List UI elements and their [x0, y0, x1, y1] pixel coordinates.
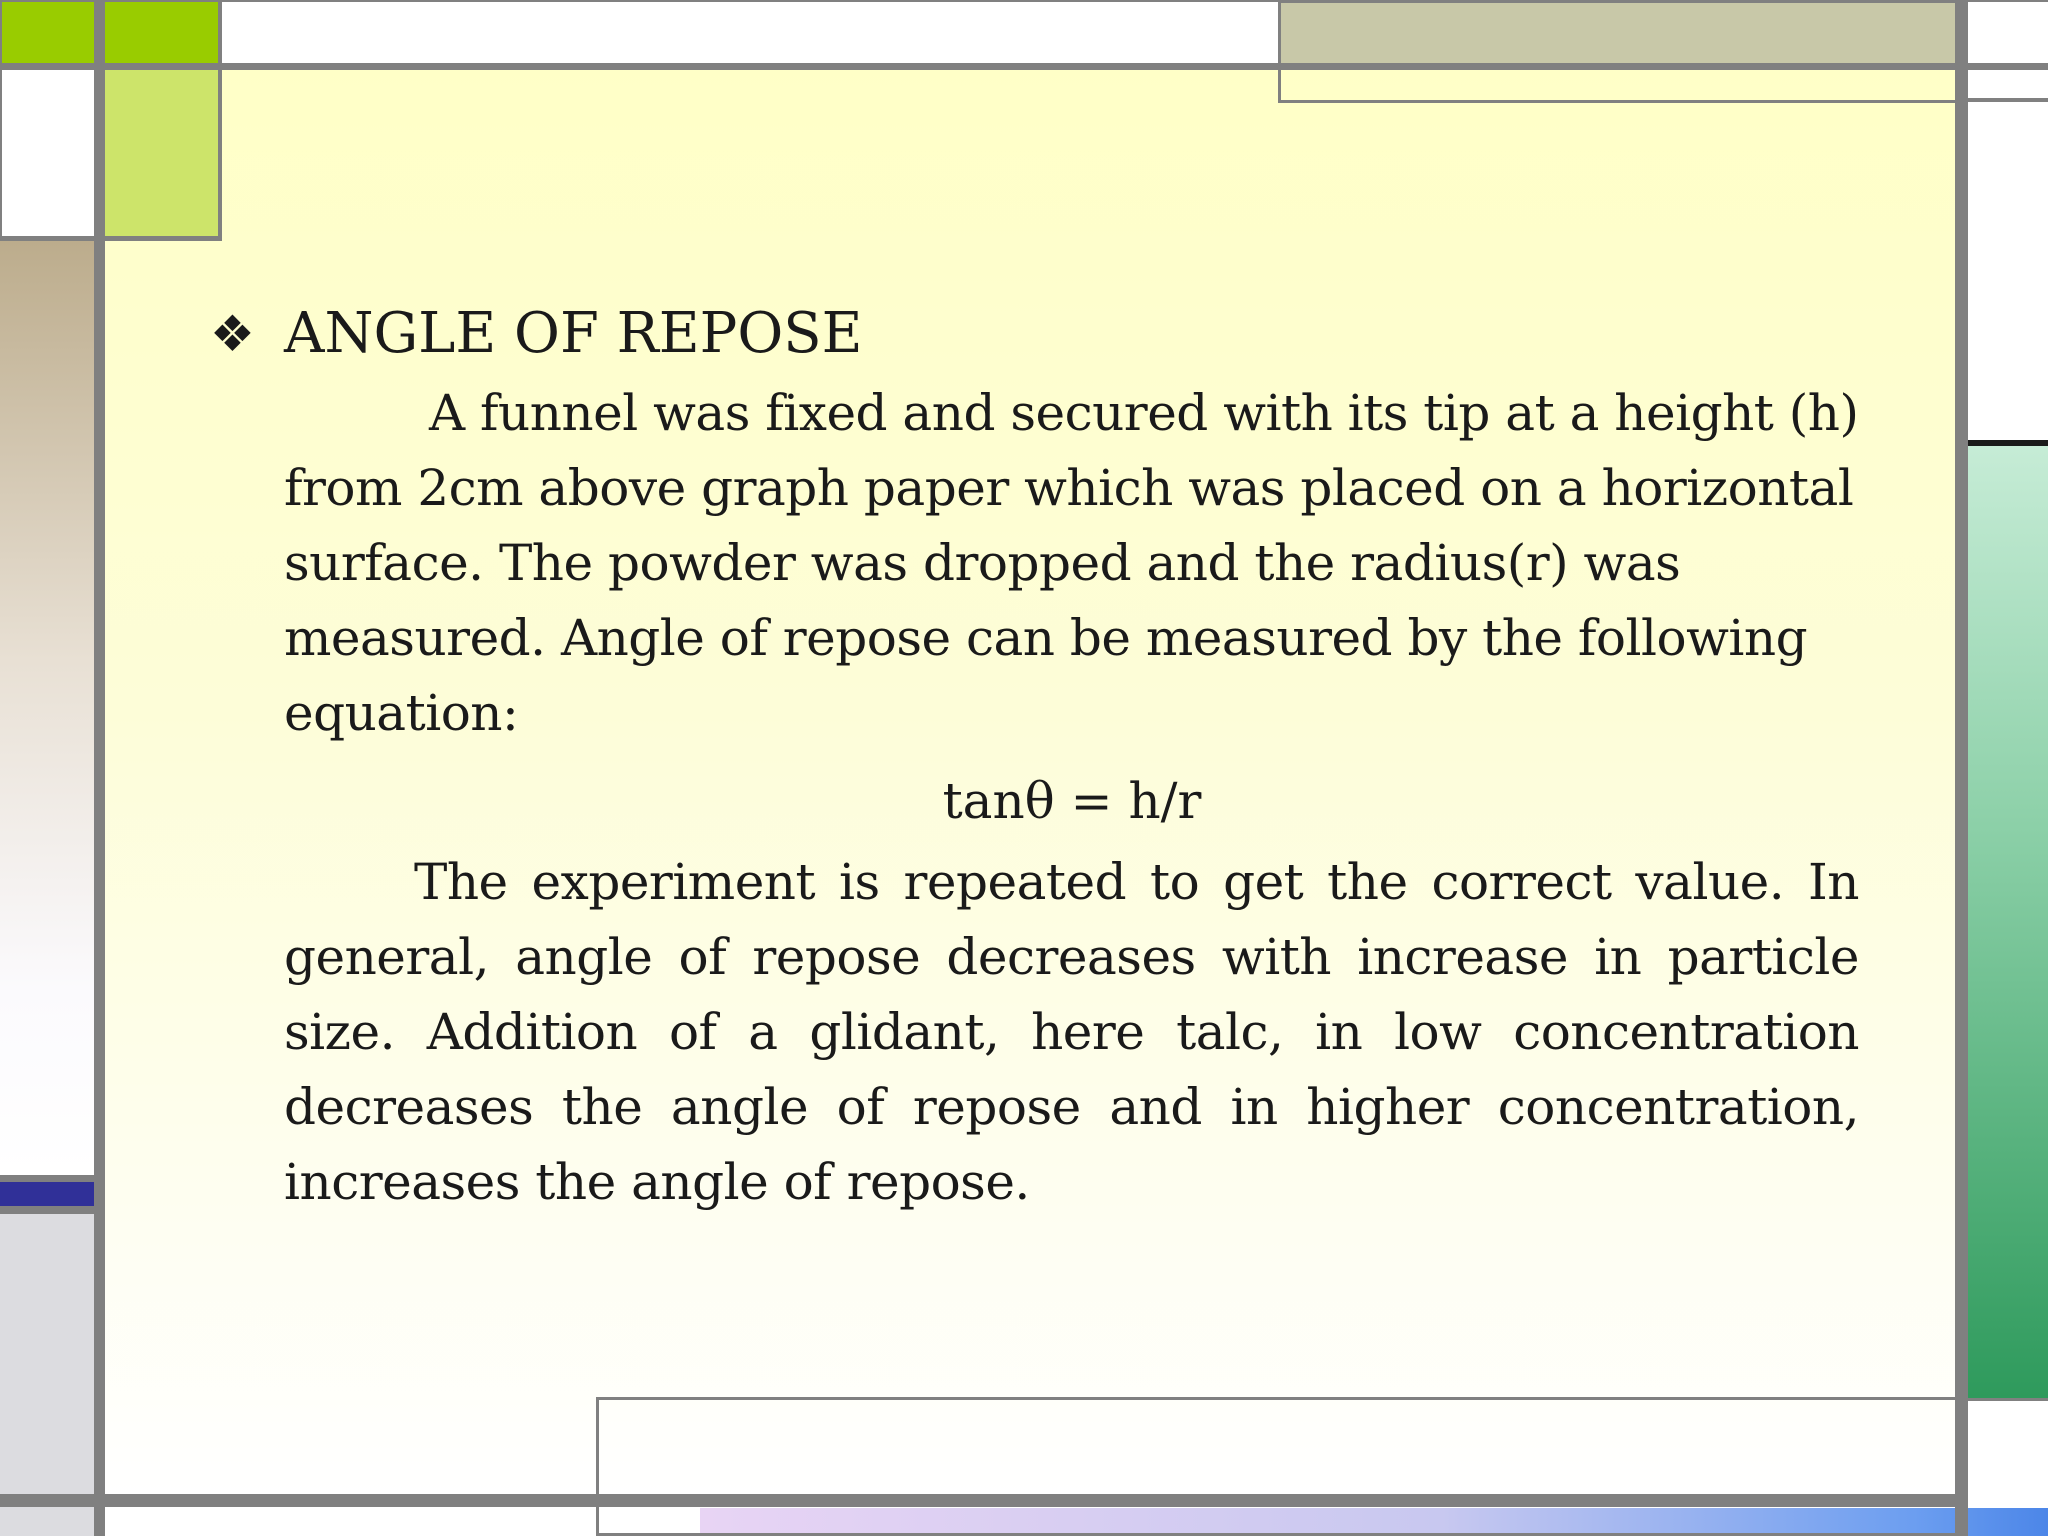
frame-line-lime-bottom — [0, 236, 222, 241]
equation: tanθ = h/r — [942, 772, 1202, 830]
frame-line-right — [1955, 0, 1968, 1536]
section-heading — [210, 292, 1860, 376]
frame-line-left — [94, 0, 105, 1536]
grey-accent-block — [0, 1214, 94, 1536]
frame-line-edge-left — [0, 0, 2, 240]
tan-gradient-block — [0, 240, 94, 1175]
green-accent-block — [0, 0, 222, 64]
navy-accent-block — [0, 1182, 94, 1206]
heading-text: ANGLE OF REPOSE — [284, 301, 863, 366]
outline-box-bottom — [596, 1397, 1960, 1536]
frame-line-right-top — [1968, 98, 2048, 102]
frame-line-teal-top — [1968, 440, 2048, 446]
frame-line-lime-right — [218, 0, 222, 240]
frame-line-navy-bottom — [0, 1206, 100, 1214]
conclusion-paragraph: The experiment is repeated to get the correct value. In general, angle of repose decreases with increase in particle size. Addition of a glidant, here talc, in low concentration decreases the angle of repose and in higher concentration, increases the angle of repose. — [284, 853, 1859, 1211]
slide-content — [210, 292, 1860, 1220]
lime-accent-block — [103, 67, 220, 237]
method-paragraph: A funnel was fixed and secured with its tip at a height (h) from 2cm above graph paper which was placed on a horizontal surface. The powder was dropped and the radius(r) was measured. Angle of repose can be measured by the following equation: — [284, 384, 1859, 742]
teal-gradient-block — [1968, 446, 2048, 1398]
diamond-bullet-icon: ❖ — [210, 305, 255, 363]
frame-line-teal-bottom — [1968, 1398, 2048, 1401]
frame-line-navy-top — [0, 1175, 100, 1182]
outline-box-top-right — [1278, 0, 1960, 103]
